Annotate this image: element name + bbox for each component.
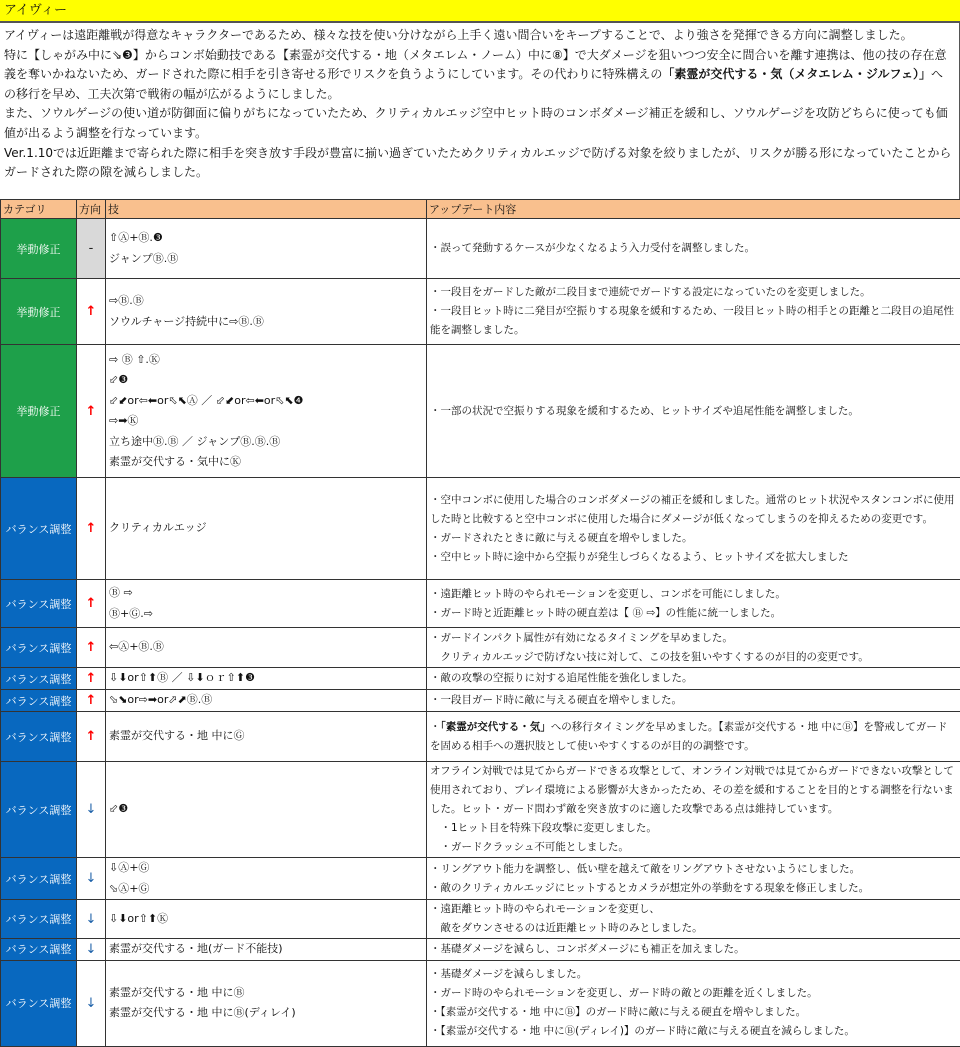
content-cell	[427, 628, 960, 668]
table-row	[1, 858, 960, 900]
content-line: ・基礎ダメージを減らし、コンボダメージにも補正を加えました。	[430, 940, 957, 959]
move-command: 素霊が交代する・地(ガード不能技)	[109, 939, 423, 960]
content-line: ・ガード時のやられモーションを変更し、ガード時の敵との距離を近くしました。	[430, 984, 957, 1003]
table-row	[1, 478, 960, 580]
content-line: ・空中ヒット時に途中から空振りが発生しづらくなるよう、ヒットサイズを拡大しました	[430, 548, 957, 567]
category-cell: バランス調整	[1, 858, 77, 900]
content-line: ・基礎ダメージを減らしました。	[430, 965, 957, 984]
content-cell	[427, 960, 960, 1046]
content-line: ・敵のクリティカルエッジにヒットするとカメラが想定外の挙動をする現象を修正しました。	[430, 879, 957, 898]
move-command: ソウルチャージ持続中に⇨Ⓑ.Ⓑ	[109, 312, 423, 333]
header-move: 技	[106, 200, 427, 219]
content-line: クリティカルエッジで防げない技に対して、この技を狙いやすくするのが目的の変更です。	[430, 648, 957, 667]
direction-down-icon: ↓	[77, 960, 106, 1046]
content-text: ・	[430, 721, 441, 733]
content-line: ・ガードクラッシュ不可能としました。	[430, 838, 957, 857]
direction-down-icon: ↓	[77, 939, 106, 961]
category-cell: バランス調整	[1, 960, 77, 1046]
move-command: ⬂Ⓐ+Ⓖ	[109, 879, 423, 900]
category-cell: バランス調整	[1, 478, 77, 580]
content-line: ・空中コンボに使用した場合のコンボダメージの補正を緩和しました。通常のヒット状況やスタンコンボに使用した時と比較すると空中コンボに使用した場合にダメージが低くなってしまうのを抑えるための変更です。	[430, 491, 957, 529]
content-line: ・遠距離ヒット時のやられモーションを変更し、	[430, 900, 957, 919]
move-command: 素霊が交代する・気中にⓀ	[109, 452, 423, 473]
move-command: ⇩⬇or⇧⬆Ⓚ	[109, 909, 423, 930]
category-cell: バランス調整	[1, 939, 77, 961]
move-cell	[106, 478, 427, 580]
table-body	[1, 219, 960, 1047]
move-cell	[106, 628, 427, 668]
content-cell	[427, 668, 960, 690]
move-cell	[106, 345, 427, 478]
move-command: 素霊が交代する・地 中にⒷ(ディレイ)	[109, 1003, 423, 1024]
move-command: ⇩Ⓐ+Ⓖ	[109, 858, 423, 879]
move-command: ⇨ Ⓑ ⇧.Ⓚ	[109, 350, 423, 371]
move-cell	[106, 939, 427, 961]
direction-up-icon: ↑	[77, 580, 106, 628]
move-command: ⇩⬇or⇧⬆Ⓑ ／ ⇩⬇ｏｒ⇧⬆❸	[109, 668, 423, 689]
move-command: 立ち途中Ⓑ.Ⓑ ／ ジャンプⒷ.Ⓑ.Ⓑ	[109, 432, 423, 453]
move-command: ⬃❸	[109, 799, 423, 820]
intro-p2-text: 特に【しゃがみ中に⇘❸】からコンボ始動技である【素霊が交代する・地（メタエレム・ノーム）中に⑧】で大ダメージを狙いつつ安全に間合いを離す連携は、他の技の存在意義を奪いかねないため、ガードされた際に相手を引き寄せる形でリスクを負うようにしています。その代わりに特殊構えの	[4, 48, 947, 82]
move-cell	[106, 279, 427, 345]
content-line: ・誤って発動するケースが少なくなるよう入力受付を調整しました。	[430, 239, 957, 258]
content-bold: 「素霊が交代する・気」	[441, 721, 551, 733]
table-row	[1, 712, 960, 762]
intro-paragraph-1: アイヴィーは遠距離戦が得意なキャラクターであるため、様々な技を使い分けながら上手く遠い間合いをキープすることで、より強さを発揮できる方向に調整しました。	[4, 26, 953, 46]
table-row	[1, 628, 960, 668]
content-cell	[427, 478, 960, 580]
direction-none: -	[77, 219, 106, 279]
intro-p2-bold: 「素霊が交代する・気（メタエレム・ジルフェ）」	[662, 67, 931, 81]
move-cell	[106, 580, 427, 628]
content-line: ・リングアウト能力を調整し、低い壁を越えて敵をリングアウトさせないようにしました。	[430, 860, 957, 879]
table-row	[1, 279, 960, 345]
content-line: ・【素霊が交代する・地 中にⒷ(ディレイ)】のガード時に敵に与える硬直を減らしました。	[430, 1022, 957, 1041]
move-command: ⇧Ⓐ+Ⓑ.❸	[109, 228, 423, 249]
move-cell	[106, 668, 427, 690]
direction-down-icon: ↓	[77, 762, 106, 858]
category-cell: バランス調整	[1, 628, 77, 668]
content-line: ・一段目ガード時に敵に与える硬直を増やしました。	[430, 691, 957, 710]
move-cell	[106, 712, 427, 762]
content-line: ・ガード時と近距離ヒット時の硬直差は【 Ⓑ ⇨】の性能に統一しました。	[430, 604, 957, 623]
direction-up-icon: ↑	[77, 279, 106, 345]
content-cell	[427, 580, 960, 628]
content-line: ・敵の攻撃の空振りに対する追尾性能を強化しました。	[430, 669, 957, 688]
content-cell	[427, 762, 960, 858]
category-cell: バランス調整	[1, 580, 77, 628]
move-command: ジャンプⒷ.Ⓑ	[109, 249, 423, 270]
move-cell	[106, 690, 427, 712]
move-command: ⇨➡Ⓚ	[109, 411, 423, 432]
content-line: ・ガードされたときに敵に与える硬直を増やしました。	[430, 529, 957, 548]
table-row	[1, 690, 960, 712]
content-line: ・一部の状況で空振りする現象を緩和するため、ヒットサイズや追尾性能を調整しました。	[430, 402, 957, 421]
category-cell: バランス調整	[1, 690, 77, 712]
direction-up-icon: ↑	[77, 478, 106, 580]
intro-text	[0, 23, 960, 199]
table-row	[1, 939, 960, 961]
table-row	[1, 668, 960, 690]
move-cell	[106, 900, 427, 939]
content-line: ・一段目をガードした敵が二段目まで連続でガードする設定になっていたのを変更しました。	[430, 283, 957, 302]
direction-up-icon: ↑	[77, 668, 106, 690]
table-row	[1, 960, 960, 1046]
category-cell: バランス調整	[1, 762, 77, 858]
move-cell	[106, 960, 427, 1046]
content-cell	[427, 939, 960, 961]
direction-up-icon: ↑	[77, 690, 106, 712]
move-command: Ⓑ ⇨	[109, 583, 423, 604]
move-command: ⇦Ⓐ+Ⓑ.Ⓑ	[109, 637, 423, 658]
table-header-row	[1, 200, 960, 219]
table-row	[1, 762, 960, 858]
content-cell	[427, 858, 960, 900]
content-line: ・一段目ヒット時に二発目が空振りする現象を緩和するため、一段目ヒット時の相手との距離と二段目の追尾性能を調整しました。	[430, 302, 957, 340]
content-cell	[427, 345, 960, 478]
move-command: Ⓑ+Ⓖ.⇨	[109, 604, 423, 625]
direction-down-icon: ↓	[77, 900, 106, 939]
move-cell	[106, 219, 427, 279]
category-cell: バランス調整	[1, 900, 77, 939]
move-cell	[106, 762, 427, 858]
content-line	[430, 718, 957, 756]
move-command: 素霊が交代する・地 中にⒼ	[109, 726, 423, 747]
header-content: アップデート内容	[427, 200, 960, 219]
content-cell	[427, 279, 960, 345]
direction-up-icon: ↑	[77, 628, 106, 668]
content-cell	[427, 900, 960, 939]
header-category: カテゴリ	[1, 200, 77, 219]
table-row	[1, 580, 960, 628]
move-command: 素霊が交代する・地 中にⒷ	[109, 983, 423, 1004]
content-line: 敵をダウンさせるのは近距離ヒット時のみとしました。	[430, 919, 957, 938]
content-cell	[427, 690, 960, 712]
content-cell	[427, 712, 960, 762]
page-title: アイヴィー	[0, 0, 960, 23]
move-cell	[106, 858, 427, 900]
table-row	[1, 219, 960, 279]
direction-up-icon: ↑	[77, 712, 106, 762]
move-command: ⬃⬋or⇦⬅or⬁⬉Ⓐ ／ ⬃⬋or⇦⬅or⬁⬉❹	[109, 391, 423, 412]
content-cell	[427, 219, 960, 279]
header-direction: 方向	[77, 200, 106, 219]
intro-paragraph-2	[4, 46, 953, 105]
table-row	[1, 900, 960, 939]
category-cell: バランス調整	[1, 712, 77, 762]
category-cell: 挙動修正	[1, 219, 77, 279]
content-line: ・ガードインパクト属性が有効になるタイミングを早めました。	[430, 629, 957, 648]
category-cell: 挙動修正	[1, 345, 77, 478]
direction-up-icon: ↑	[77, 345, 106, 478]
move-command: ⬃❸	[109, 370, 423, 391]
content-text: への移行タイミングを早めました。【素霊が交代する・地 中にⒷ】を警戒してガードを固める相手への選択肢として使いやすくするのが目的の調整です。	[430, 721, 947, 752]
content-line: ・1ヒット目を特殊下段攻撃に変更しました。	[430, 819, 957, 838]
move-command: クリティカルエッジ	[109, 518, 423, 539]
update-table	[0, 199, 960, 1047]
content-line: オフライン対戦では見てからガードできる攻撃として、オンライン対戦では見てからガードできない攻撃として使用されており、プレイ環境による影響が大きかったため、その差を緩和することを目的とする調整を行ないました。ヒット・ガード問わず敵を突き放すのに適した攻撃である点は維持しています。	[430, 762, 957, 819]
category-cell: 挙動修正	[1, 279, 77, 345]
content-line: ・【素霊が交代する・地 中にⒷ】のガード時に敵に与える硬直を増やしました。	[430, 1003, 957, 1022]
intro-p2-text-end: への移行を早め、工夫次第で戦術の幅が広がるようにしました。	[4, 67, 943, 101]
intro-paragraph-3: また、ソウルゲージの使い道が防御面に偏りがちになっていたため、クリティカルエッジ空中ヒット時のコンボダメージ補正を緩和し、ソウルゲージを攻防どちらに使っても価値が出るよう調整を行なっています。	[4, 104, 953, 143]
content-line: ・遠距離ヒット時のやられモーションを変更し、コンボを可能にしました。	[430, 585, 957, 604]
category-cell: バランス調整	[1, 668, 77, 690]
table-row	[1, 345, 960, 478]
intro-paragraph-4: Ver.1.10では近距離まで寄られた際に相手を突き放す手段が豊富に揃い過ぎていたためクリティカルエッジで防げる対象を絞りましたが、リスクが勝る形になっていたことからガードされた際の隙を減らしました。	[4, 144, 953, 183]
move-command: ⬂⬊or⇨➡or⬀⬈Ⓑ.Ⓑ	[109, 690, 423, 711]
move-command: ⇨Ⓑ.Ⓑ	[109, 291, 423, 312]
direction-down-icon: ↓	[77, 858, 106, 900]
